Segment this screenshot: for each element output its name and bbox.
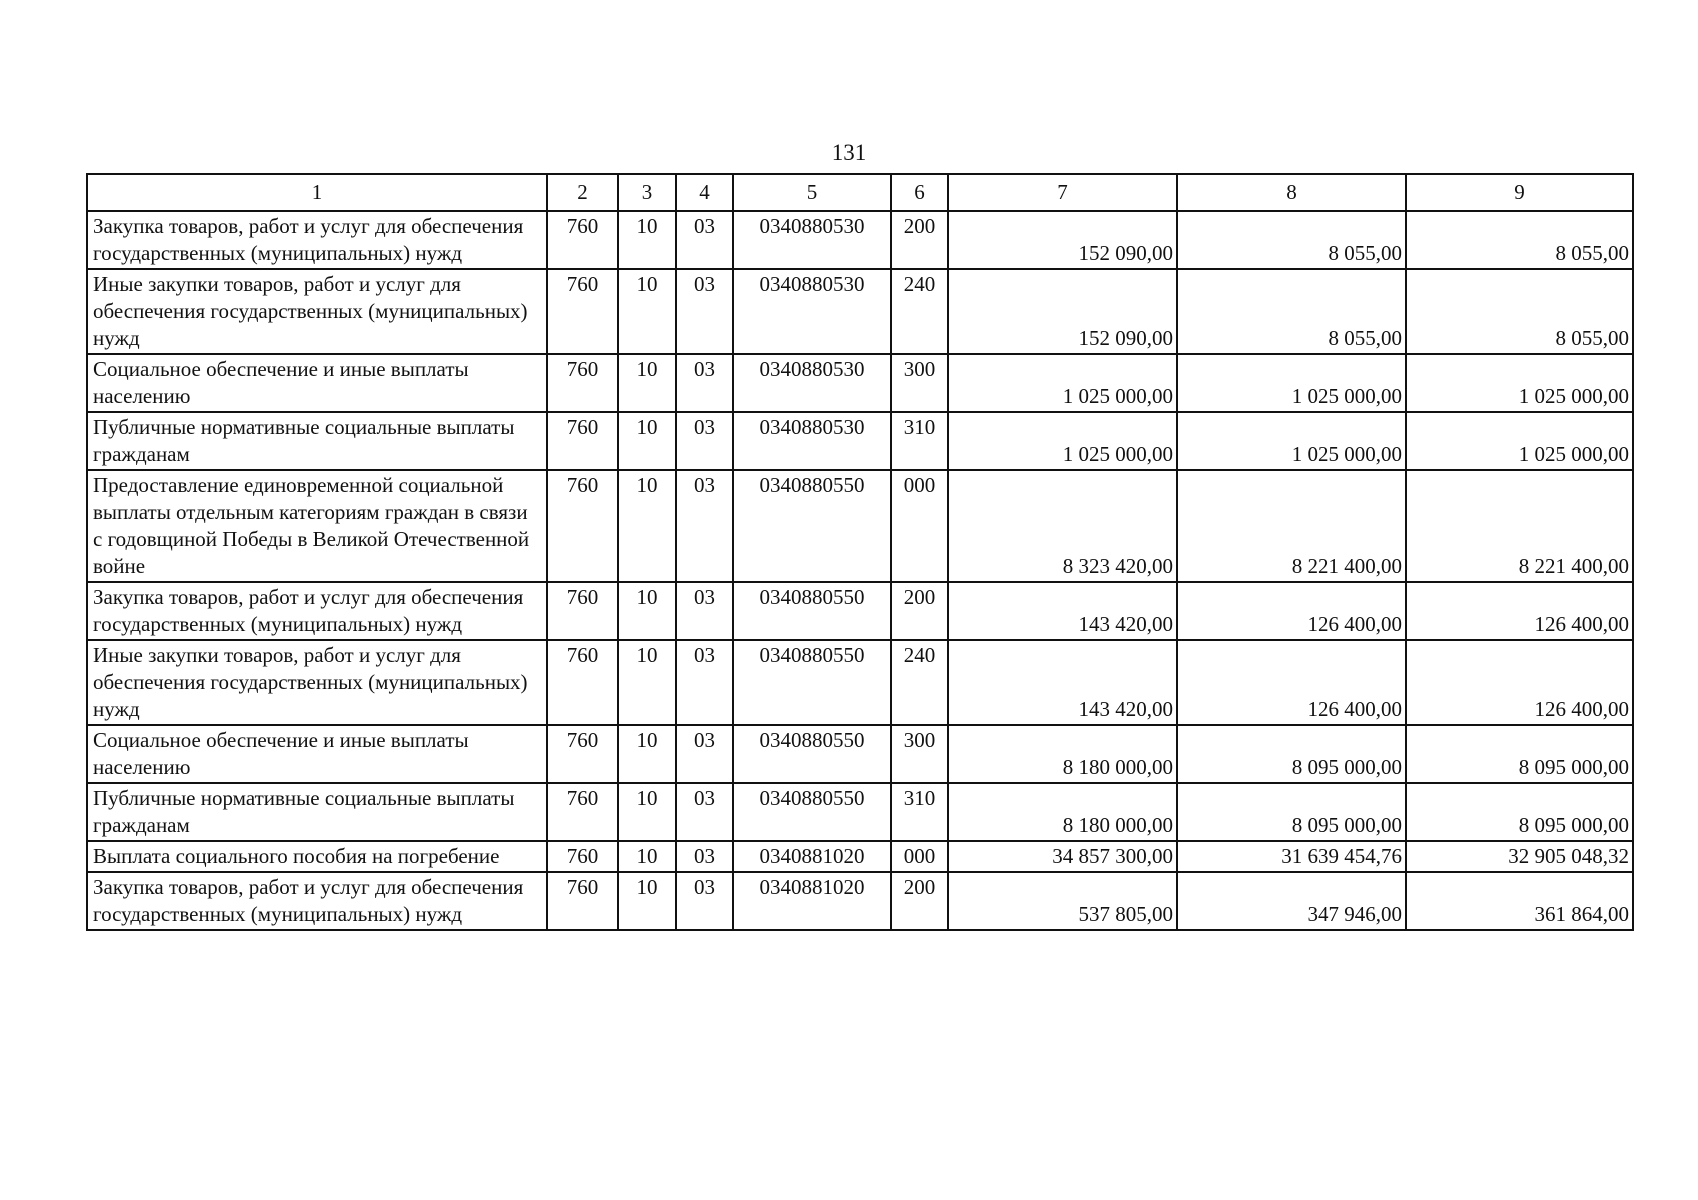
table-row bbox=[87, 725, 1633, 783]
amount-cell: 8 095 000,00 bbox=[1177, 725, 1406, 783]
item-name: Закупка товаров, работ и услуг для обеспечения государственных (муниципальных) нужд bbox=[87, 582, 547, 640]
column-header-1: 1 bbox=[87, 174, 547, 211]
item-name: Иные закупки товаров, работ и услуг для обеспечения государственных (муниципальных) нужд bbox=[87, 640, 547, 725]
amount-cell: 8 055,00 bbox=[1406, 269, 1633, 354]
table-row bbox=[87, 412, 1633, 470]
amount-cell: 8 180 000,00 bbox=[948, 783, 1177, 841]
column-header-4: 4 bbox=[676, 174, 733, 211]
amount-cell: 34 857 300,00 bbox=[948, 841, 1177, 872]
item-name: Закупка товаров, работ и услуг для обеспечения государственных (муниципальных) нужд bbox=[87, 211, 547, 269]
amount-cell: 1 025 000,00 bbox=[1177, 354, 1406, 412]
amount-cell: 126 400,00 bbox=[1406, 640, 1633, 725]
item-name: Предоставление единовременной социальной выплаты отдельным категориям граждан в связи с годовщиной Победы в Великой Отечественной войне bbox=[87, 470, 547, 582]
header-row bbox=[87, 174, 1633, 211]
amount-cell: 8 323 420,00 bbox=[948, 470, 1177, 582]
table-row bbox=[87, 269, 1633, 354]
code-cell: 200 bbox=[891, 872, 948, 930]
amount-cell: 143 420,00 bbox=[948, 582, 1177, 640]
code-cell: 10 bbox=[618, 211, 676, 269]
item-name: Публичные нормативные социальные выплаты гражданам bbox=[87, 783, 547, 841]
code-cell: 10 bbox=[618, 470, 676, 582]
column-header-6: 6 bbox=[891, 174, 948, 211]
amount-cell: 152 090,00 bbox=[948, 211, 1177, 269]
item-name: Закупка товаров, работ и услуг для обеспечения государственных (муниципальных) нужд bbox=[87, 872, 547, 930]
amount-cell: 537 805,00 bbox=[948, 872, 1177, 930]
table-row bbox=[87, 872, 1633, 930]
code-cell: 10 bbox=[618, 269, 676, 354]
column-header-7: 7 bbox=[948, 174, 1177, 211]
amount-cell: 8 221 400,00 bbox=[1177, 470, 1406, 582]
code-cell: 0340880550 bbox=[733, 470, 891, 582]
code-cell: 0340880530 bbox=[733, 211, 891, 269]
code-cell: 240 bbox=[891, 640, 948, 725]
amount-cell: 1 025 000,00 bbox=[948, 354, 1177, 412]
code-cell: 10 bbox=[618, 783, 676, 841]
amount-cell: 32 905 048,32 bbox=[1406, 841, 1633, 872]
item-name: Иные закупки товаров, работ и услуг для обеспечения государственных (муниципальных) нужд bbox=[87, 269, 547, 354]
amount-cell: 1 025 000,00 bbox=[1406, 412, 1633, 470]
amount-cell: 126 400,00 bbox=[1406, 582, 1633, 640]
code-cell: 760 bbox=[547, 470, 618, 582]
table-row bbox=[87, 582, 1633, 640]
code-cell: 0340881020 bbox=[733, 872, 891, 930]
table-row bbox=[87, 783, 1633, 841]
amount-cell: 347 946,00 bbox=[1177, 872, 1406, 930]
amount-cell: 152 090,00 bbox=[948, 269, 1177, 354]
code-cell: 760 bbox=[547, 582, 618, 640]
code-cell: 760 bbox=[547, 211, 618, 269]
code-cell: 760 bbox=[547, 269, 618, 354]
code-cell: 0340880550 bbox=[733, 783, 891, 841]
amount-cell: 1 025 000,00 bbox=[948, 412, 1177, 470]
item-name: Социальное обеспечение и иные выплаты населению bbox=[87, 354, 547, 412]
amount-cell: 8 180 000,00 bbox=[948, 725, 1177, 783]
code-cell: 0340880550 bbox=[733, 725, 891, 783]
code-cell: 10 bbox=[618, 841, 676, 872]
item-name: Выплата социального пособия на погребение bbox=[87, 841, 547, 872]
code-cell: 310 bbox=[891, 783, 948, 841]
code-cell: 10 bbox=[618, 582, 676, 640]
code-cell: 760 bbox=[547, 640, 618, 725]
code-cell: 760 bbox=[547, 872, 618, 930]
code-cell: 0340880530 bbox=[733, 412, 891, 470]
code-cell: 03 bbox=[676, 582, 733, 640]
code-cell: 760 bbox=[547, 783, 618, 841]
code-cell: 10 bbox=[618, 640, 676, 725]
code-cell: 310 bbox=[891, 412, 948, 470]
amount-cell: 8 095 000,00 bbox=[1406, 725, 1633, 783]
code-cell: 10 bbox=[618, 354, 676, 412]
amount-cell: 1 025 000,00 bbox=[1406, 354, 1633, 412]
code-cell: 300 bbox=[891, 725, 948, 783]
code-cell: 200 bbox=[891, 582, 948, 640]
table-row bbox=[87, 354, 1633, 412]
item-name: Социальное обеспечение и иные выплаты населению bbox=[87, 725, 547, 783]
code-cell: 10 bbox=[618, 725, 676, 783]
amount-cell: 126 400,00 bbox=[1177, 640, 1406, 725]
code-cell: 000 bbox=[891, 841, 948, 872]
amount-cell: 8 055,00 bbox=[1406, 211, 1633, 269]
code-cell: 760 bbox=[547, 354, 618, 412]
table-row bbox=[87, 841, 1633, 872]
code-cell: 10 bbox=[618, 872, 676, 930]
amount-cell: 8 055,00 bbox=[1177, 269, 1406, 354]
amount-cell: 126 400,00 bbox=[1177, 582, 1406, 640]
amount-cell: 8 055,00 bbox=[1177, 211, 1406, 269]
code-cell: 760 bbox=[547, 412, 618, 470]
code-cell: 0340880530 bbox=[733, 354, 891, 412]
code-cell: 300 bbox=[891, 354, 948, 412]
code-cell: 0340880550 bbox=[733, 640, 891, 725]
column-header-3: 3 bbox=[618, 174, 676, 211]
table-row bbox=[87, 470, 1633, 582]
table-row bbox=[87, 211, 1633, 269]
code-cell: 0340881020 bbox=[733, 841, 891, 872]
code-cell: 03 bbox=[676, 269, 733, 354]
amount-cell: 31 639 454,76 bbox=[1177, 841, 1406, 872]
column-header-9: 9 bbox=[1406, 174, 1633, 211]
code-cell: 760 bbox=[547, 725, 618, 783]
code-cell: 03 bbox=[676, 354, 733, 412]
budget-table bbox=[86, 173, 1634, 931]
code-cell: 03 bbox=[676, 412, 733, 470]
item-name: Публичные нормативные социальные выплаты гражданам bbox=[87, 412, 547, 470]
column-header-5: 5 bbox=[733, 174, 891, 211]
amount-cell: 8 221 400,00 bbox=[1406, 470, 1633, 582]
code-cell: 03 bbox=[676, 841, 733, 872]
amount-cell: 361 864,00 bbox=[1406, 872, 1633, 930]
code-cell: 000 bbox=[891, 470, 948, 582]
amount-cell: 1 025 000,00 bbox=[1177, 412, 1406, 470]
code-cell: 03 bbox=[676, 725, 733, 783]
code-cell: 10 bbox=[618, 412, 676, 470]
page-number: 131 bbox=[831, 140, 867, 165]
table-row bbox=[87, 640, 1633, 725]
code-cell: 240 bbox=[891, 269, 948, 354]
code-cell: 03 bbox=[676, 470, 733, 582]
code-cell: 03 bbox=[676, 872, 733, 930]
code-cell: 0340880530 bbox=[733, 269, 891, 354]
code-cell: 760 bbox=[547, 841, 618, 872]
amount-cell: 8 095 000,00 bbox=[1177, 783, 1406, 841]
code-cell: 03 bbox=[676, 783, 733, 841]
amount-cell: 143 420,00 bbox=[948, 640, 1177, 725]
code-cell: 03 bbox=[676, 211, 733, 269]
code-cell: 03 bbox=[676, 640, 733, 725]
column-header-2: 2 bbox=[547, 174, 618, 211]
amount-cell: 8 095 000,00 bbox=[1406, 783, 1633, 841]
column-header-8: 8 bbox=[1177, 174, 1406, 211]
code-cell: 200 bbox=[891, 211, 948, 269]
code-cell: 0340880550 bbox=[733, 582, 891, 640]
